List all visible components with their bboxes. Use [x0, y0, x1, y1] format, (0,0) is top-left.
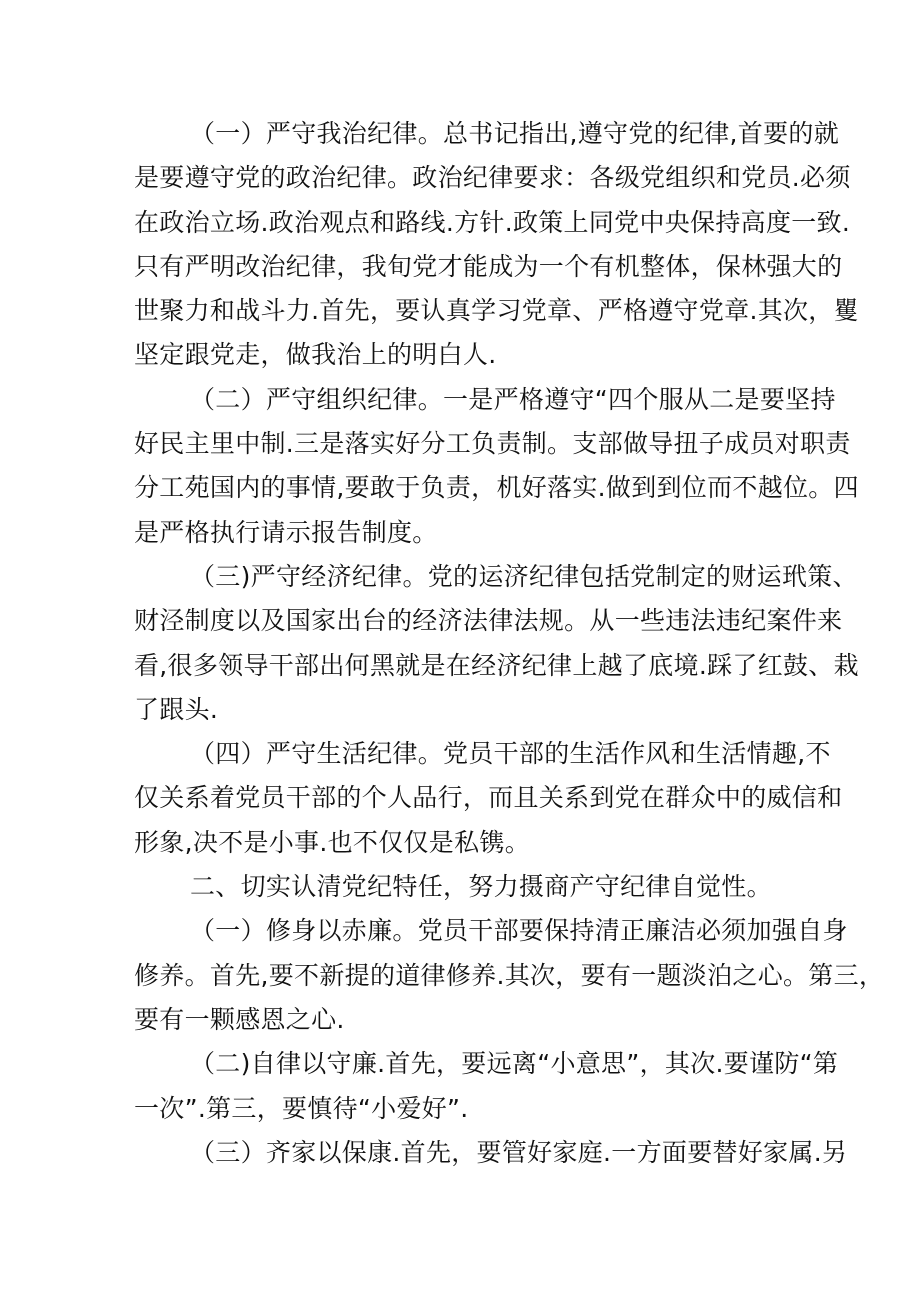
paragraph-family-integrity	[134, 1131, 848, 1175]
text-line: 了跟头.	[134, 694, 219, 724]
paragraph-economic-discipline	[134, 555, 859, 732]
paragraph-self-cultivation	[134, 909, 885, 1042]
paragraph-political-discipline	[134, 112, 859, 378]
text-line: 一次”.第三，要慎待“小爱好”.	[134, 1093, 469, 1123]
text-line: （三）齐家以保康.首先，要管好家庭.一方面要替好家属.另	[190, 1137, 848, 1167]
text-line: 要有一颗感恩之心.	[134, 1004, 345, 1034]
text-line: 看,很多领导干部出何黑就是在经济纪律上越了底境.踩了红鼓、栽	[134, 650, 859, 680]
paragraph-life-discipline	[134, 732, 843, 865]
section-heading-two	[134, 865, 794, 909]
paragraph-organizational-discipline	[134, 378, 859, 555]
text-line: 形象,决不是小事.也不仅仅是私镌。	[134, 827, 530, 857]
text-line: 在政治立场.政治观点和路线.方针.政策上同党中央保持高度一致.	[134, 207, 851, 237]
section-heading: 二、切实认清党纪特任，努力摄商产守纪律自觉性。	[190, 872, 772, 902]
text-line: 修养。首先,要不新提的道律修养.其次，要有一题淡泊之心。第三，	[134, 960, 885, 990]
text-line: 坚定跟党走，做我治上的明白人.	[134, 340, 497, 370]
text-line: 分工苑国内的事情,要敢于负责，机好落实.做到到位而不越位。四	[134, 473, 859, 503]
text-line: 财泾制度以及国家出台的经济法律法规。从一些违法违纪案件来	[134, 606, 843, 636]
text-line: 只有严明改治纪律，我旬党才能成为一个有机整体，保林强大的	[134, 251, 843, 281]
text-line: （三)严守经济纪律。党的运济纪律包括党制定的财运玳策、	[190, 561, 858, 591]
text-line: （二)自律以守廉.首先，要远离“小意思”，其次.要谨防“第	[190, 1049, 839, 1079]
text-line: 是严格执行请示报告制度。	[134, 517, 438, 547]
document-body	[134, 112, 885, 1175]
paragraph-self-discipline	[134, 1042, 839, 1131]
text-line: 是要遵守党的政治纪律。政治纪律要求：各级党组织和党员.必须	[134, 163, 851, 193]
text-line: （二）严守组织纪律。一是严格遵守“四个服从二是要坚持	[190, 384, 836, 414]
text-line: （一）修身以赤廉。党员干部要保持清正廉洁必须加强自身	[190, 916, 848, 946]
text-line: （四）严守生活纪律。党员干部的生活作风和生活情趣,不	[190, 739, 831, 769]
text-line: 好民主里中制.三是落实好分工负责制。支部做导扭子成员对职责	[134, 429, 851, 459]
text-line: （一）严守我治纪律。总书记指出,遵守党的纪律,首要的就	[190, 119, 839, 148]
text-line: 世聚力和战斗力.首先，要认真学习党章、严格遵守党章.其次，矍	[134, 296, 859, 326]
text-line: 仅关系着党员干部的个人品行，而且关系到党在群众中的威信和	[134, 783, 843, 813]
